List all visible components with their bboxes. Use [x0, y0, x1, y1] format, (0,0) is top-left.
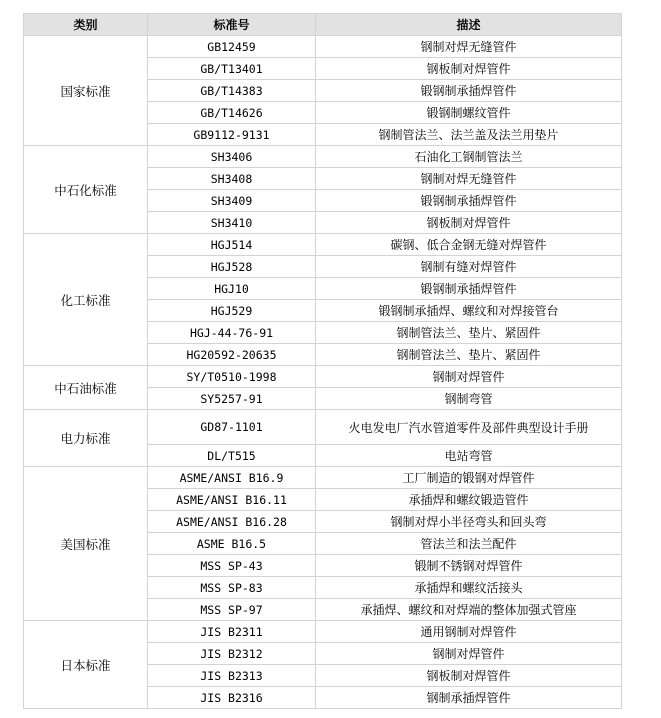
header-code: 标准号 [148, 14, 316, 36]
standard-code-cell: JIS B2316 [148, 687, 316, 709]
category-cell: 中石油标准 [24, 366, 148, 410]
header-row [24, 14, 622, 36]
description-cell: 钢制管法兰、垫片、紧固件 [316, 344, 622, 366]
header-category: 类别 [24, 14, 148, 36]
description-cell: 火电发电厂汽水管道零件及部件典型设计手册 [316, 410, 622, 445]
standard-code-cell: HGJ10 [148, 278, 316, 300]
standard-code-cell: DL/T515 [148, 445, 316, 467]
description-cell: 钢制对焊管件 [316, 643, 622, 665]
description-cell: 钢制管法兰、垫片、紧固件 [316, 322, 622, 344]
table-row [24, 410, 622, 445]
description-cell: 钢制对焊管件 [316, 366, 622, 388]
standard-code-cell: ASME B16.5 [148, 533, 316, 555]
standard-code-cell: SH3408 [148, 168, 316, 190]
standard-code-cell: MSS SP-83 [148, 577, 316, 599]
category-cell: 中石化标准 [24, 146, 148, 234]
description-cell: 通用钢制对焊管件 [316, 621, 622, 643]
category-cell: 美国标准 [24, 467, 148, 621]
table-row [24, 621, 622, 643]
standard-code-cell: ASME/ANSI B16.28 [148, 511, 316, 533]
standard-code-cell: JIS B2313 [148, 665, 316, 687]
standard-code-cell: GD87-1101 [148, 410, 316, 445]
description-cell: 钢制对焊无缝管件 [316, 36, 622, 58]
standards-table [23, 13, 622, 709]
description-cell: 钢制管法兰、法兰盖及法兰用垫片 [316, 124, 622, 146]
category-cell: 电力标准 [24, 410, 148, 467]
description-cell: 锻制不锈钢对焊管件 [316, 555, 622, 577]
description-cell: 石油化工钢制管法兰 [316, 146, 622, 168]
description-cell: 工厂制造的锻钢对焊管件 [316, 467, 622, 489]
standard-code-cell: HGJ528 [148, 256, 316, 278]
description-cell: 钢制承插焊管件 [316, 687, 622, 709]
table-row [24, 366, 622, 388]
description-cell: 钢制对焊小半径弯头和回头弯 [316, 511, 622, 533]
category-cell: 化工标准 [24, 234, 148, 366]
description-cell: 承插焊和螺纹活接头 [316, 577, 622, 599]
standard-code-cell: HGJ514 [148, 234, 316, 256]
standard-code-cell: SY5257-91 [148, 388, 316, 410]
table-row [24, 467, 622, 489]
header-description: 描述 [316, 14, 622, 36]
standard-code-cell: ASME/ANSI B16.9 [148, 467, 316, 489]
standard-code-cell: ASME/ANSI B16.11 [148, 489, 316, 511]
standard-code-cell: SH3406 [148, 146, 316, 168]
description-cell: 承插焊和螺纹锻造管件 [316, 489, 622, 511]
table-row [24, 36, 622, 58]
description-cell: 锻钢制承插焊管件 [316, 278, 622, 300]
standard-code-cell: SH3409 [148, 190, 316, 212]
standard-code-cell: GB9112-9131 [148, 124, 316, 146]
description-cell: 碳钢、低合金钢无缝对焊管件 [316, 234, 622, 256]
standard-code-cell: GB/T14383 [148, 80, 316, 102]
description-cell: 承插焊、螺纹和对焊端的整体加强式管座 [316, 599, 622, 621]
table-body [24, 36, 622, 709]
standard-code-cell: GB/T14626 [148, 102, 316, 124]
description-cell: 钢制对焊无缝管件 [316, 168, 622, 190]
standard-code-cell: MSS SP-43 [148, 555, 316, 577]
standard-code-cell: JIS B2311 [148, 621, 316, 643]
description-cell: 管法兰和法兰配件 [316, 533, 622, 555]
description-cell: 钢制有缝对焊管件 [316, 256, 622, 278]
description-cell: 钢制弯管 [316, 388, 622, 410]
standard-code-cell: SH3410 [148, 212, 316, 234]
description-cell: 钢板制对焊管件 [316, 58, 622, 80]
standard-code-cell: HG20592-20635 [148, 344, 316, 366]
description-cell: 锻钢制承插焊管件 [316, 190, 622, 212]
description-cell: 锻钢制螺纹管件 [316, 102, 622, 124]
standard-code-cell: MSS SP-97 [148, 599, 316, 621]
standard-code-cell: HGJ529 [148, 300, 316, 322]
standard-code-cell: JIS B2312 [148, 643, 316, 665]
standard-code-cell: GB12459 [148, 36, 316, 58]
description-cell: 电站弯管 [316, 445, 622, 467]
standard-code-cell: HGJ-44-76-91 [148, 322, 316, 344]
category-cell: 国家标准 [24, 36, 148, 146]
description-cell: 钢板制对焊管件 [316, 665, 622, 687]
standard-code-cell: GB/T13401 [148, 58, 316, 80]
table-row [24, 234, 622, 256]
table-row [24, 146, 622, 168]
description-cell: 锻钢制承插焊管件 [316, 80, 622, 102]
description-cell: 钢板制对焊管件 [316, 212, 622, 234]
description-cell: 锻钢制承插焊、螺纹和对焊接管台 [316, 300, 622, 322]
category-cell: 日本标准 [24, 621, 148, 709]
standard-code-cell: SY/T0510-1998 [148, 366, 316, 388]
